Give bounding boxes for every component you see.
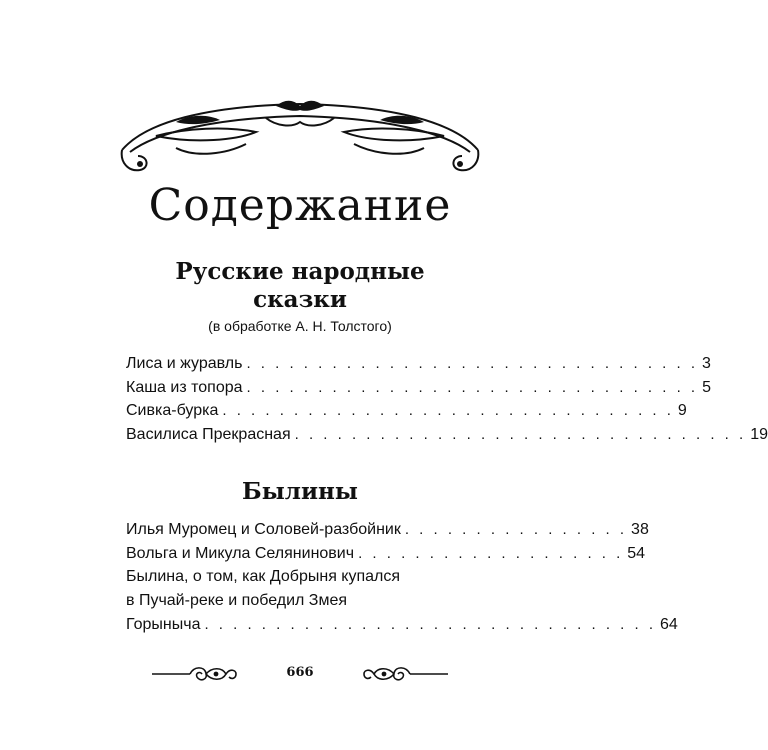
toc-entry-title: Лиса и журавль [126,355,243,372]
toc-entry-title: Сивка-бурка [126,402,219,420]
dot-leader: . . . . . . . . . . . . . . . . [404,521,628,538]
floral-vignette-icon [116,92,484,180]
toc-entry-title: Илья Муромец и Соловей-разбойник [126,521,401,538]
toc-entry-title: Василиса Прекрасная [126,426,291,444]
page-number: 666 [286,665,314,680]
toc-entry[interactable] [126,376,711,400]
dot-leader: . . . . . . . . . . . . . . . . . . . . . . . . . . . . . . . . [246,355,699,372]
toc-entry-title: Вольга и Микула Селянинович [126,544,355,562]
toc-entry-page: 38 [631,521,649,538]
dot-leader: . . . . . . . . . . . . . . . . . . . . . . . . . . . . . . . . [294,426,747,444]
toc-entry-title: Каша из топора [126,378,243,396]
toc-entry-page: 5 [702,378,711,396]
toc-list-folk-tales [126,352,768,447]
scroll-flourish-icon [360,663,450,685]
toc-list-bylinas [126,518,678,636]
section-title-bylinas: Былины [242,478,358,505]
dot-leader: . . . . . . . . . . . . . . . . . . . . . . . . . . . . . . . . [222,402,674,420]
toc-entry-page: 19 [750,426,768,444]
toc-entry-multiline[interactable] [126,565,678,636]
section-title-folk-tales [0,258,600,314]
dot-leader: . . . . . . . . . . . . . . . . . . . . . . . . . . . . . . . . [204,615,657,633]
toc-entry-title-line: Горыныча [126,615,201,633]
toc-entry-page: 9 [677,402,687,420]
toc-entry-page: 54 [627,544,646,562]
toc-entry-last-line [126,613,678,637]
toc-entry[interactable] [126,399,687,423]
toc-entry[interactable] [126,542,646,566]
section-note: (в обработке А. Н. Толстого) [208,318,392,334]
toc-entry[interactable] [126,352,711,376]
toc-entry-title-line: в Пучай-реке и победил Змея [126,592,348,610]
toc-entry[interactable] [126,423,768,447]
toc-entry-page: 3 [702,355,711,372]
toc-entry-title-line: Былина, о том, как Добрыня купался [126,568,401,586]
section-title-line: Русские народные [175,258,425,285]
toc-entry[interactable] [126,518,649,542]
dot-leader: . . . . . . . . . . . . . . . . . . . . . . . . . . . . . . . . [246,378,699,396]
toc-entry-page: 64 [660,615,678,633]
section-title-line: сказки [253,286,347,313]
page-footer [150,655,450,691]
page-title: Содержание [148,180,452,231]
dot-leader: . . . . . . . . . . . . . . . . . . . [358,544,624,562]
